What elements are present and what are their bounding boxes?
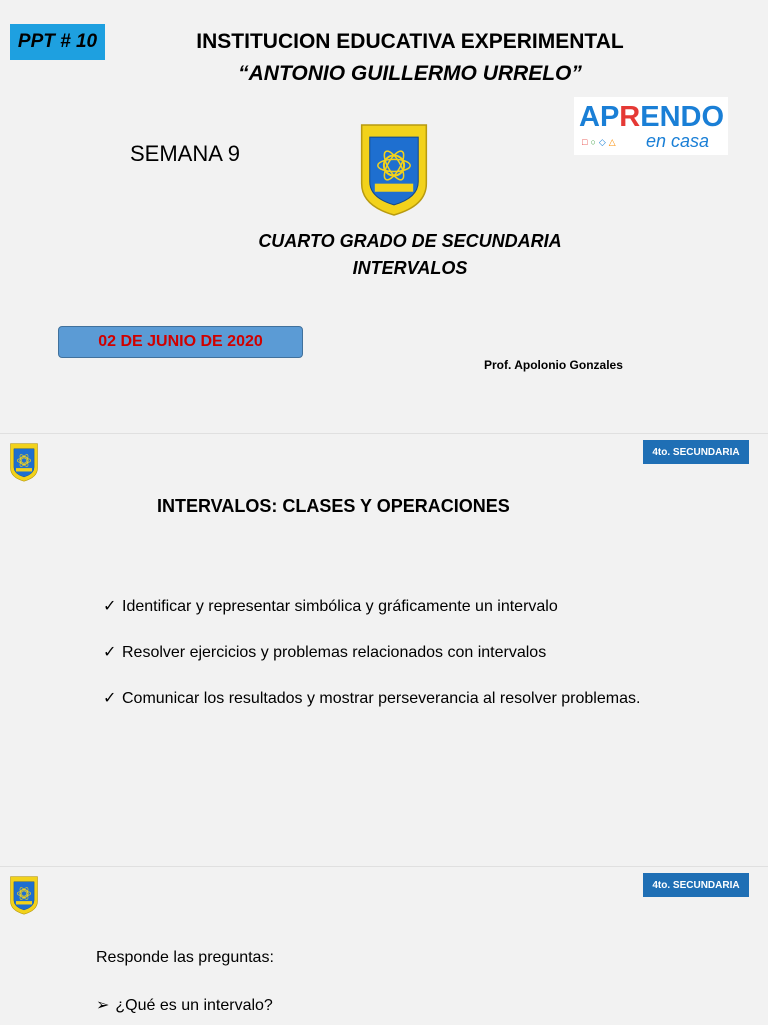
list-item: [103, 642, 643, 664]
logo-letter: A: [579, 101, 600, 133]
school-crest-icon: [9, 442, 39, 482]
institution-name: INSTITUCION EDUCATIVA EXPERIMENTAL: [196, 30, 624, 53]
grade-label: CUARTO GRADO DE SECUNDARIA: [258, 231, 562, 251]
objective-text: Comunicar los resultados y mostrar perseverancia al resolver problemas.: [122, 690, 641, 707]
date-box: 02 DE JUNIO DE 2020: [58, 326, 303, 358]
aprendo-subtitle: en casa: [646, 131, 710, 151]
check-icon: ✓: [103, 690, 117, 707]
objectives-list: [103, 596, 643, 734]
logo-letter: N: [659, 101, 681, 133]
grade-tag: 4to. SECUNDARIA: [643, 873, 749, 897]
logo-letter: R: [619, 101, 641, 133]
list-item: [103, 596, 643, 618]
grade-tag: 4to. SECUNDARIA: [643, 440, 749, 464]
aprendo-en-casa-logo: [574, 97, 728, 155]
topic-label: INTERVALOS: [352, 258, 468, 278]
institution-school-name: “ANTONIO GUILLERMO URRELO”: [238, 62, 582, 85]
aprendo-word: [579, 101, 724, 134]
question-text: ¿Qué es un intervalo?: [115, 997, 273, 1014]
school-crest-icon: [9, 875, 39, 915]
check-icon: ✓: [103, 598, 117, 615]
slide-title: INTERVALOS: CLASES Y OPERACIONES: [157, 496, 510, 516]
school-crest-icon: [358, 121, 430, 217]
objective-text: Resolver ejercicios y problemas relacionados con intervalos: [122, 644, 547, 661]
logo-shapes-icon: □○◇△: [582, 137, 619, 147]
questions-prompt: Responde las preguntas:: [96, 949, 274, 966]
logo-letter: P: [599, 101, 620, 133]
questions-slide: [0, 866, 768, 1025]
logo-letter: D: [680, 101, 702, 133]
list-item: [103, 688, 643, 710]
objective-text: Identificar y representar simbólica y gráficamente un intervalo: [122, 598, 558, 615]
ppt-number-badge: PPT # 10: [10, 24, 105, 60]
check-icon: ✓: [103, 644, 117, 661]
question-item: [96, 995, 273, 1015]
title-slide: [0, 0, 768, 430]
objectives-slide: [0, 433, 768, 864]
week-label: SEMANA 9: [130, 141, 241, 166]
logo-letter: E: [640, 101, 660, 133]
logo-letter: O: [701, 101, 725, 133]
teacher-name: Prof. Apolonio Gonzales: [484, 358, 623, 372]
arrow-bullet-icon: ➢: [96, 997, 110, 1014]
